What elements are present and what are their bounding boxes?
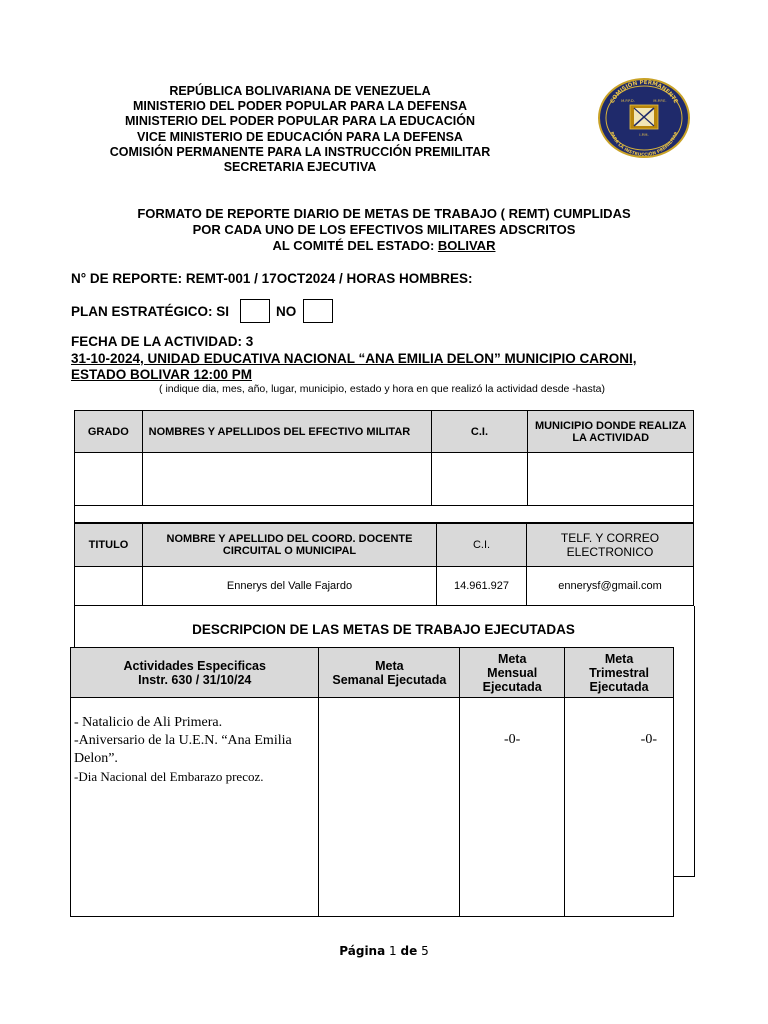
cell-ci[interactable] [431,453,528,506]
activity-item: - Natalicio de Ali Primera. [74,715,223,730]
footer-current-page: 1 [389,944,397,958]
header-line: SECRETARIA EJECUTIVA [223,160,377,175]
activity-detail-line1: 31-10-2024, UNIDAD EDUCATIVA NACIONAL “ANA EMILIA DELON” MUNICIPIO CARONI, [71,351,637,366]
activity-item: -Aniversario de la U.E.N. “Ana Emilia Delon”. [74,733,292,766]
page-footer [0,944,768,958]
activity-detail-line2: ESTADO BOLIVAR 12:00 PM [71,367,253,382]
header-line: MINISTERIO DEL PODER POPULAR PARA LA DEFENSA [132,99,468,114]
military-personnel-table [74,410,694,523]
activity-item: -Dia Nacional del Embarazo precoz. [74,769,264,784]
activities-table [70,647,674,917]
svg-text:M.P.P.E.: M.P.P.E. [653,99,667,103]
cell-meta-trimestral[interactable]: -0- [565,698,674,917]
title-line [60,238,708,254]
plan-estrategico-label: PLAN ESTRATÉGICO: SI [71,304,230,319]
header-line: COMISIÓN PERMANENTE PARA LA INSTRUCCIÓN PREMILITAR [109,144,491,159]
report-number-line: N° DE REPORTE: REMT-001 / 17OCT2024 / HORAS HOMBRES: [71,271,473,286]
col-header-meta-trimestral: Meta Trimestral Ejecutada [565,648,674,698]
col-header-ci: C.I. [431,411,528,453]
svg-text:I.P.M.: I.P.M. [639,133,649,137]
cell-meta-mensual[interactable]: -0- [460,698,565,917]
col-header-meta-mensual: Meta Mensual Ejecutada [460,648,565,698]
title-state-value: BOLIVAR [437,238,496,253]
plan-no-checkbox[interactable] [303,299,333,323]
col-header-meta-semanal: Meta Semanal Ejecutada [319,648,460,698]
cell-coordinador-nombre[interactable]: Ennerys del Valle Fajardo [143,567,437,606]
svg-text:PARA LA INSTRUCCIÓN PREMILITAR: PARA LA INSTRUCCIÓN PREMILITAR [608,131,680,158]
svg-text:M.P.P.D.: M.P.P.D. [621,99,635,103]
cell-meta-semanal[interactable] [319,698,460,917]
title-line: POR CADA UNO DE LOS EFECTIVOS MILITARES ADSCRITOS [192,222,576,237]
coordinator-table [74,523,694,606]
activity-instructions-note: ( indique dia, mes, año, lugar, municipio, estado y hora en que realizó la actividad desde -hasta) [159,383,605,395]
col-header-actividades: Actividades Especificas Instr. 630 / 31/10/24 [71,648,319,698]
col-header-coordinador: NOMBRE Y APELLIDO DEL COORD. DOCENTE CIRCUITAL O MUNICIPAL [143,524,437,567]
table-spacer-row [75,506,694,523]
header-line: MINISTERIO DEL PODER POPULAR PARA LA EDUCACIÓN [124,114,476,129]
col-header-ci: C.I. [437,524,527,567]
plan-si-checkbox[interactable] [240,299,270,323]
svg-text:COMISIÓN PERMANENTE: COMISIÓN PERMANENTE [609,79,679,105]
title-line: FORMATO DE REPORTE DIARIO DE METAS DE TRABAJO ( REMT) CUMPLIDAS [137,206,631,221]
cell-nombres[interactable] [142,453,431,506]
col-header-nombres: NOMBRES Y APELLIDOS DEL EFECTIVO MILITAR [142,411,431,453]
col-header-telefono-correo: TELF. Y CORREO ELECTRONICO [527,524,694,567]
col-header-grado: GRADO [75,411,143,453]
institution-seal-logo [598,78,690,158]
cell-titulo[interactable] [75,567,143,606]
footer-page-label: Página [339,944,386,958]
cell-municipio[interactable] [528,453,694,506]
col-header-titulo: TITULO [75,524,143,567]
header-line: VICE MINISTERIO DE EDUCACIÓN PARA LA DEFENSA [137,129,463,144]
footer-of-label: de [400,944,418,958]
document-header [60,84,540,175]
activity-date-label: FECHA DE LA ACTIVIDAD: 3 [71,334,254,349]
cell-coordinador-ci[interactable]: 14.961.927 [437,567,527,606]
footer-total-pages: 5 [421,944,429,958]
col-header-municipio: MUNICIPIO DONDE REALIZA LA ACTIVIDAD [528,411,694,453]
plan-no-label: NO [276,304,297,319]
cell-coordinador-correo[interactable]: ennerysf@gmail.com [527,567,694,606]
title-state-label: AL COMITÉ DEL ESTADO: [272,238,438,253]
description-title: DESCRIPCION DE LAS METAS DE TRABAJO EJECUTADAS [192,622,575,637]
report-title [60,206,708,254]
cell-grado[interactable] [75,453,143,506]
cell-activities-list[interactable] [71,698,319,917]
header-line: REPÚBLICA BOLIVARIANA DE VENEZUELA [169,84,431,98]
